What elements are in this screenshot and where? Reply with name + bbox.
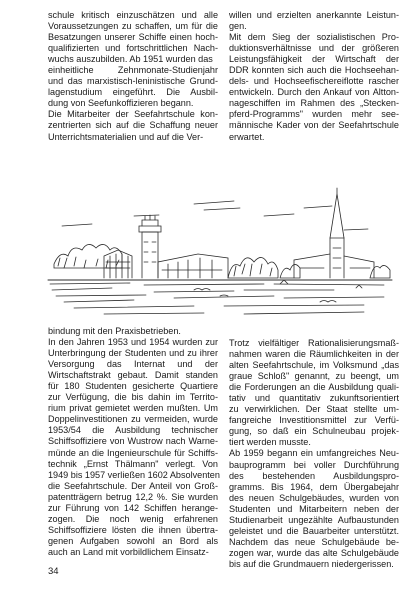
text-line: duktionsverhältnisse und der größeren	[229, 43, 399, 54]
text-line: tiert werden musste.	[229, 437, 311, 448]
text-line: Schiffsoffiziere lösten die ihnen übertra-	[48, 524, 218, 535]
text-line: willen und erzielten anerkannte Leistun-	[229, 10, 399, 20]
text-line: münde an die Ingenieurschule für Schiffs-	[48, 447, 218, 458]
text-line: fangreiche Investitionsmittel zur Verfü-	[229, 415, 399, 426]
text-line: patentträgern betrug 12,2 %. Sie wurden	[48, 491, 218, 502]
town-skyline-sketch-icon	[44, 186, 396, 322]
text-line: Wirtschaftstrakt gebaut. Damit standen	[48, 370, 218, 381]
text-line: zur Führung von 142 Schiffen herange-	[48, 502, 218, 513]
text-line: DDR konnten sich auch die Hochseehan-	[229, 65, 399, 76]
text-line: Trotz vielfältiger Rationalisierungsmaß-	[229, 338, 399, 348]
text-line: einheitliche Zehnmonate-Studienjahr	[48, 65, 218, 76]
text-line: Besatzungen unserer Schiffe einen hoch-	[48, 32, 218, 43]
text-line: zur Verfügung, die bis dahin im Territo-	[48, 392, 218, 403]
text-line: genen Aufgaben sowohl an Bord als	[48, 535, 218, 546]
text-column-bottom-right	[229, 338, 399, 570]
page-number: 34	[48, 566, 59, 577]
text-line: zu verwirklichen. Der Staat stellte um-	[229, 404, 399, 415]
text-line: bauprogramm bei voller Durchführung	[229, 459, 399, 470]
text-line: Mit dem Sieg der sozialistischen Pro-	[229, 32, 399, 43]
text-line: Unterrichtsmaterialien und auf die Ver-	[48, 131, 204, 142]
text-line: gen.	[229, 21, 247, 32]
text-line: lagenstudium eingeführt. Die Ausbil-	[48, 87, 218, 98]
text-line: gung, so daß ein Schulneubau projek-	[229, 426, 399, 437]
text-line: entwickeln. Durch den Ankauf von Altton-	[229, 87, 399, 98]
text-line: alten Seefahrtschule, im Volksmund „das	[229, 360, 399, 371]
text-line: nahmen waren die Räumlichkeiten in der	[229, 349, 399, 360]
text-line: pferd-Programms" wurden mehr see-	[229, 109, 399, 120]
text-line: technik „Ernst Thälmann" verlegt. Von	[48, 458, 218, 469]
text-line: Studenten und Mitarbeitern neben der	[229, 503, 399, 514]
text-line: erwartet.	[229, 131, 265, 142]
text-line: zentrierten sich auf die Schaffung neuer	[48, 120, 218, 131]
text-line: dung von Seefunkoffizieren begann.	[48, 98, 194, 109]
text-line: qualifizierten und fortschrittlichen Nach-	[48, 43, 218, 54]
text-line: Doppelinvestitionen zu vermeiden, wurde	[48, 414, 218, 425]
text-line: gramms. Bis 1964, dem Übergabejahr	[229, 481, 399, 492]
text-line: Studienarbeit ungezählte Aufbaustunden	[229, 514, 399, 525]
text-line: Schiffsoffiziere von Wustrow nach Warne-	[48, 436, 218, 447]
text-line: dels- und Hochseefischereiflotte rascher	[229, 76, 399, 87]
text-column-bottom-left	[48, 326, 218, 558]
text-line: 1953/54 die Ausbildung technischer	[48, 425, 218, 436]
text-line: auch an Land mit vorbildlichem Einsatz-	[48, 546, 209, 557]
text-line: Unterbringung der Studenten und zu ihrer	[48, 348, 218, 359]
text-line: tativ und quantitativ zukunftsorientiert	[229, 393, 399, 404]
text-line: In den Jahren 1953 und 1954 wurden zur	[48, 337, 218, 348]
text-line: zogen war, wurde das alte Schulgebäude	[229, 547, 399, 558]
text-line: des bestehenden Ausbildungspro-	[229, 470, 399, 481]
text-line: 1949 bis 1957 verließen 1602 Absolventen	[48, 469, 220, 480]
text-line: wuchs auszubilden. Ab 1951 wurden das	[48, 54, 213, 65]
text-line: männische Kader von der Seefahrtschule	[229, 120, 399, 131]
text-line: nageschiffen im Rahmen des „Stecken-	[229, 98, 399, 109]
text-line: schule kritisch einzuschätzen und alle	[48, 10, 218, 20]
text-column-top-left	[48, 10, 218, 143]
text-line: Versorgung das Internat und der	[48, 359, 218, 370]
text-line: Die Mitarbeiter der Seefahrtschule kon-	[48, 109, 218, 120]
text-line: Ab 1959 begann ein umfangreiches Neu-	[229, 448, 399, 459]
text-line: die Forderungen an die Ausbildung quali-	[229, 382, 399, 393]
text-line: und das marxistisch-leninistische Grund-	[48, 76, 218, 87]
text-line: graue Schloß" genannt, zu beengt, um	[229, 371, 399, 382]
text-line: des neuen Schulgebäudes, wurden von	[229, 492, 399, 503]
text-line: geleistet und die Bauarbeiter unterstützt.	[229, 525, 399, 536]
text-line: bis auf die Grundmauern niedergerissen.	[229, 558, 394, 569]
text-line: rium privat gemietet werden mußten. Um	[48, 403, 218, 414]
text-line: für 180 Studenten gesicherte Quartiere	[48, 381, 218, 392]
text-line: Leistungsfähigkeit der Wirtschaft der	[229, 54, 399, 65]
text-line: zogen. Die noch wenig erfahrenen	[48, 513, 218, 524]
text-line: die Seefahrtschule. Der Anteil von Groß-	[48, 480, 218, 491]
text-line: Nachdem das neue Schulgebäude be-	[229, 536, 399, 547]
text-line: Voraussetzungen zu schaffen, um für die	[48, 21, 218, 32]
text-line: bindung mit den Praxisbetrieben.	[48, 326, 181, 336]
sketch-ink	[48, 188, 392, 314]
text-column-top-right	[229, 10, 399, 143]
